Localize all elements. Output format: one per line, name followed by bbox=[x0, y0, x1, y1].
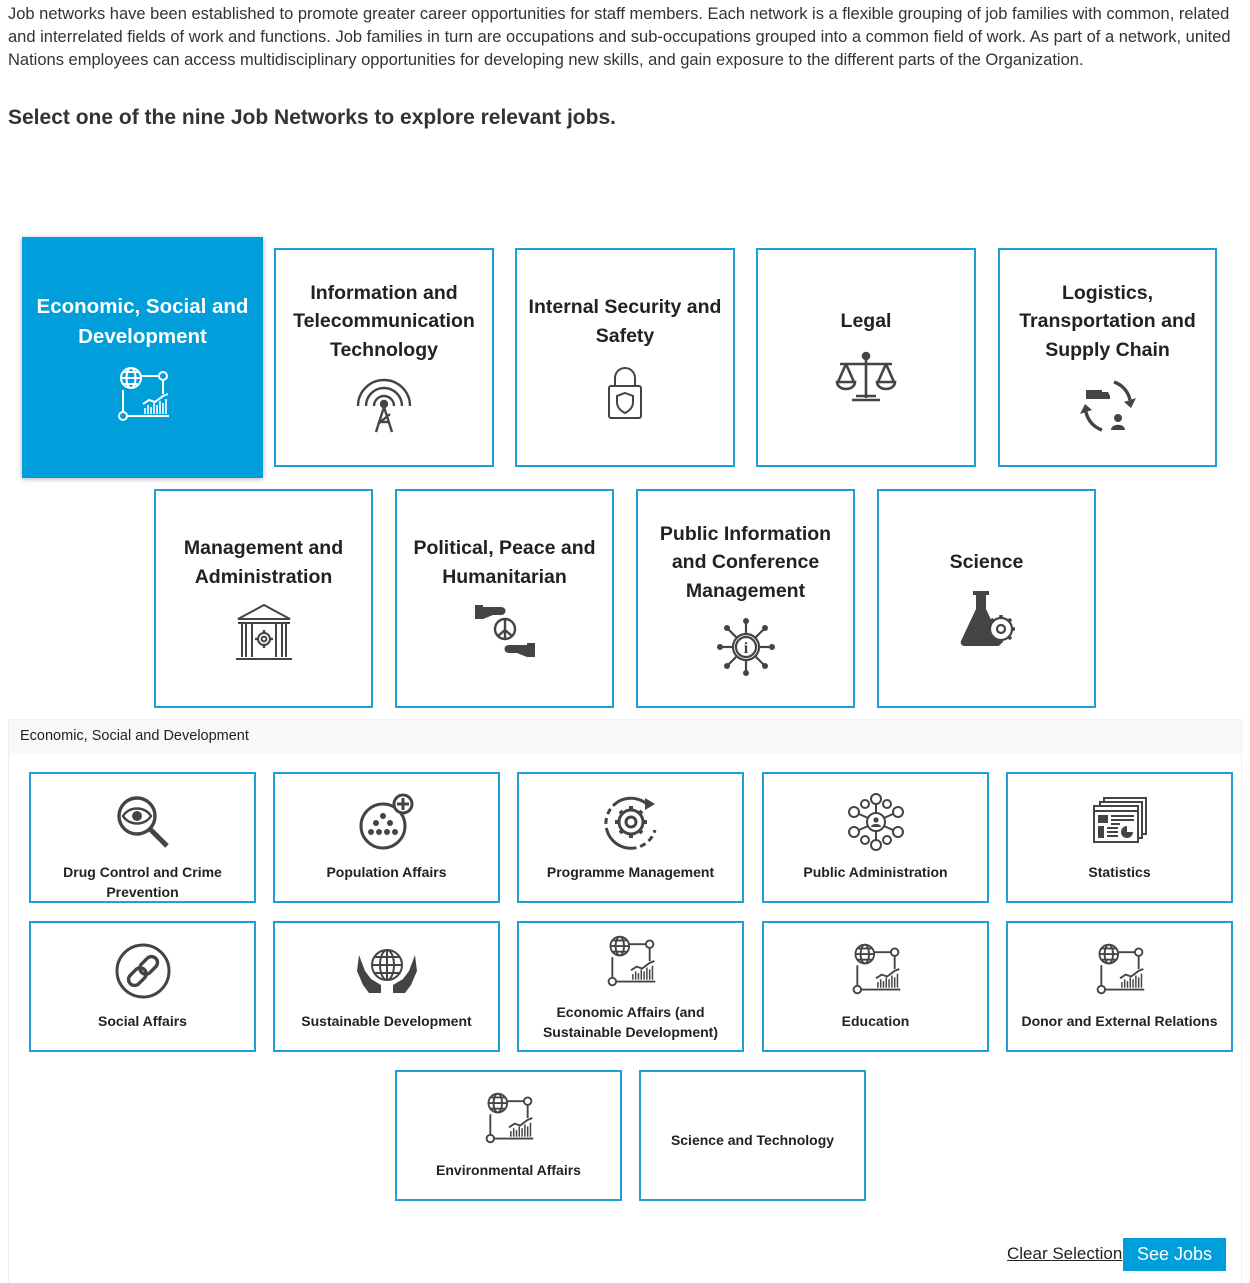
family-tile-population-affairs[interactable] bbox=[273, 772, 500, 903]
network-tile-label: Science bbox=[949, 551, 1024, 574]
globe-hands-icon bbox=[357, 941, 417, 1001]
family-tile-public-administration[interactable] bbox=[762, 772, 989, 903]
network-tile-legal[interactable] bbox=[756, 248, 976, 467]
family-tile-label: Economic Affairs (and Sustainable Development) bbox=[542, 1004, 719, 1040]
network-tile-economic-social-development[interactable] bbox=[22, 237, 263, 478]
eye-magnifier-icon bbox=[113, 792, 173, 852]
family-tile-donor-external-relations[interactable] bbox=[1006, 921, 1233, 1052]
family-tile-statistics[interactable] bbox=[1006, 772, 1233, 903]
network-tile-label: Legal bbox=[840, 310, 892, 333]
family-tile-sustainable-development[interactable] bbox=[273, 921, 500, 1052]
population-plus-icon bbox=[357, 792, 417, 852]
family-tile-label: Drug Control and Crime Prevention bbox=[63, 864, 222, 900]
family-tile-label: Education bbox=[841, 1013, 910, 1029]
supply-cycle-icon bbox=[1076, 376, 1140, 436]
economic-icon bbox=[1090, 941, 1150, 1001]
family-tile-label: Environmental Affairs bbox=[436, 1162, 581, 1178]
network-tile-label: Public Information and Conference Management bbox=[659, 522, 832, 602]
network-tile-internal-security-safety[interactable] bbox=[515, 248, 735, 467]
family-tile-label: Programme Management bbox=[546, 864, 715, 880]
network-tile-label: Political, Peace and Humanitarian bbox=[413, 537, 596, 588]
network-tile-label: Internal Security and Safety bbox=[528, 296, 722, 347]
family-tile-environmental-affairs[interactable] bbox=[395, 1070, 622, 1201]
reports-icon bbox=[1090, 792, 1150, 852]
person-network-icon bbox=[846, 792, 906, 852]
info-network-icon bbox=[714, 617, 778, 677]
network-tile-management-administration[interactable] bbox=[154, 489, 373, 708]
chain-link-icon bbox=[113, 941, 173, 1001]
gear-cycle-icon bbox=[601, 792, 661, 852]
antenna-tower-icon bbox=[352, 376, 416, 436]
building-gear-icon bbox=[232, 603, 296, 663]
scales-icon bbox=[834, 348, 898, 408]
economic-icon bbox=[479, 1090, 539, 1150]
panel-title: Economic, Social and Development bbox=[9, 720, 1241, 753]
family-tile-label: Donor and External Relations bbox=[1021, 1013, 1218, 1029]
page-heading: Select one of the nine Job Networks to explore relevant jobs. bbox=[8, 106, 616, 129]
family-tile-label: Population Affairs bbox=[326, 864, 447, 880]
flask-gear-icon bbox=[955, 589, 1019, 649]
economic-icon bbox=[846, 941, 906, 1001]
intro-text: Job networks have been established to promote greater career opportunities for staff members. Each network is a flexible grouping of job families with common, related and interrelated fields of work and functions. Job families in turn are occupations and sub-occupations grouped into a common field of work. As part of a network, united Nations employees can access multidisciplinary opportunities for developing new skills, and gain exposure to the different parts of the Organization. bbox=[8, 5, 1231, 69]
svg-text:i: i bbox=[743, 640, 748, 658]
network-tile-information-telecommunication[interactable] bbox=[274, 248, 494, 467]
economic-icon bbox=[601, 933, 661, 993]
network-tile-label: Economic, Social and Development bbox=[36, 294, 249, 348]
family-tile-education[interactable] bbox=[762, 921, 989, 1052]
economic-icon bbox=[111, 364, 175, 424]
family-tile-label: Public Administration bbox=[803, 864, 948, 880]
peace-hands-icon bbox=[473, 603, 537, 663]
family-tile-label: Science and Technology bbox=[670, 1132, 835, 1148]
family-tile-science-technology[interactable] bbox=[639, 1070, 866, 1201]
network-tile-label: Information and Telecommunication Technology bbox=[293, 281, 475, 361]
network-tile-label: Logistics, Transportation and Supply Chain bbox=[1019, 281, 1196, 361]
family-tile-drug-control[interactable] bbox=[29, 772, 256, 903]
padlock-shield-icon bbox=[593, 362, 657, 422]
clear-selection-link[interactable]: Clear Selection bbox=[1007, 1244, 1123, 1263]
family-tile-label: Social Affairs bbox=[98, 1013, 187, 1029]
network-tile-logistics-supply-chain[interactable] bbox=[998, 248, 1217, 467]
network-tile-label: Management and Administration bbox=[183, 537, 344, 588]
family-tile-label: Sustainable Development bbox=[301, 1013, 472, 1029]
family-tile-programme-management[interactable] bbox=[517, 772, 744, 903]
network-tile-political-peace-humanitarian[interactable] bbox=[395, 489, 614, 708]
network-tile-science[interactable] bbox=[877, 489, 1096, 708]
family-tile-economic-affairs[interactable] bbox=[517, 921, 744, 1052]
see-jobs-button[interactable]: See Jobs bbox=[1123, 1238, 1226, 1271]
network-tile-public-information-conference[interactable] bbox=[636, 489, 855, 708]
family-tile-social-affairs[interactable] bbox=[29, 921, 256, 1052]
family-tile-label: Statistics bbox=[1088, 864, 1151, 880]
